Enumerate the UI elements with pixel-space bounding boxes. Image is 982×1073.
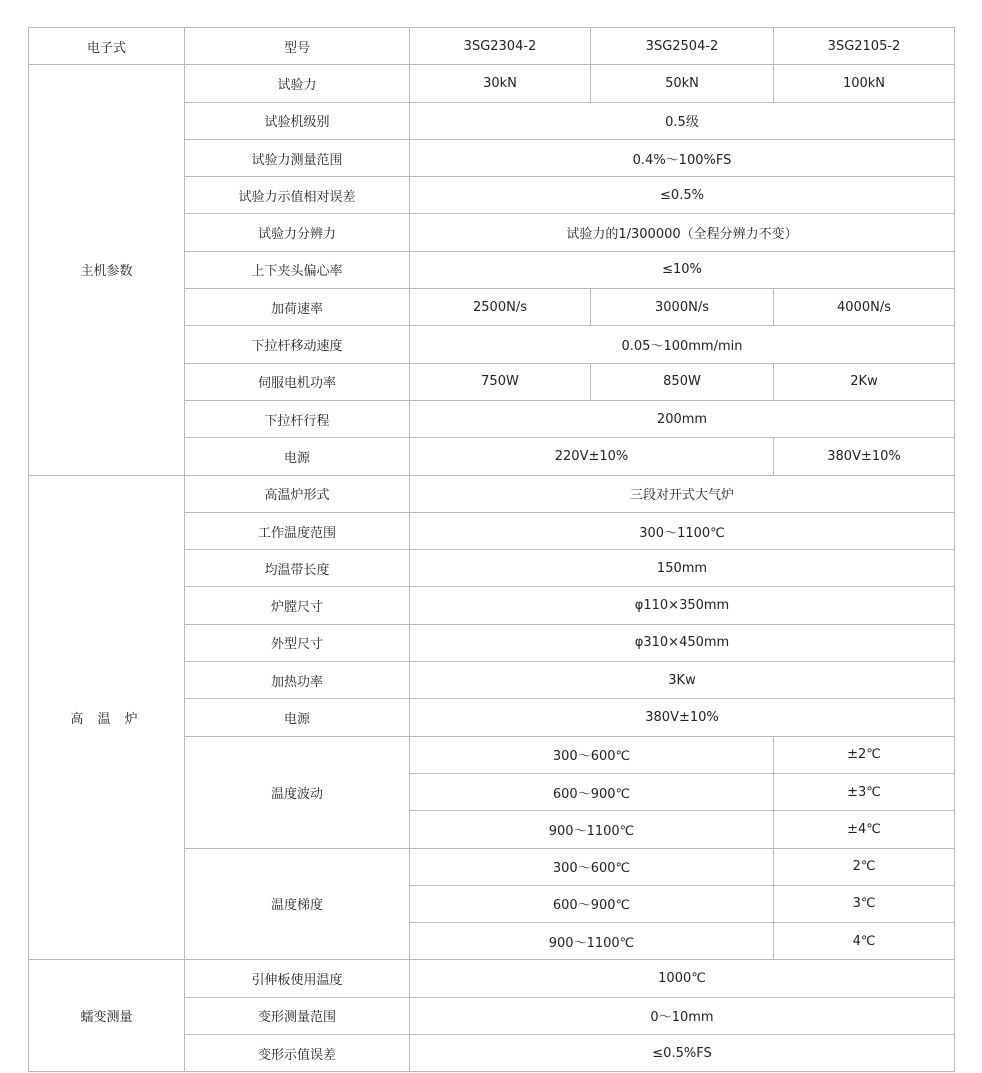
value-cell: 0～10mm [410,997,955,1034]
value-cell: 三段对开式大气炉 [410,475,955,512]
value-cell: 850W [591,363,774,400]
range-cell: 600～900℃ [410,885,774,922]
model-cell: 3SG2105-2 [774,28,955,65]
value-cell: 4℃ [774,923,955,960]
value-cell: 50kN [591,65,774,102]
section-title-furnace: 高 温 炉 [29,475,185,960]
spec-table [28,27,955,1072]
value-cell: 300～1100℃ [410,512,955,549]
model-cell: 3SG2304-2 [410,28,591,65]
model-cell: 3SG2504-2 [591,28,774,65]
range-cell: 900～1100℃ [410,923,774,960]
row-label: 引伸板使用温度 [185,960,410,997]
table-row [29,960,955,997]
row-label: 电源 [185,699,410,736]
value-cell: 2500N/s [410,289,591,326]
table-row [29,65,955,102]
value-cell: ±2℃ [774,736,955,773]
row-label-fluctuation: 温度波动 [185,736,410,848]
range-cell: 900～1100℃ [410,811,774,848]
value-cell: 220V±10% [410,438,774,475]
value-cell: 3℃ [774,885,955,922]
row-label: 上下夹头偏心率 [185,251,410,288]
row-label: 试验力测量范围 [185,139,410,176]
row-label: 试验力示值相对误差 [185,177,410,214]
row-label: 变形测量范围 [185,997,410,1034]
value-cell: 0.4%～100%FS [410,139,955,176]
row-label: 伺服电机功率 [185,363,410,400]
value-cell: ±3℃ [774,773,955,810]
value-cell: 100kN [774,65,955,102]
value-cell: 2℃ [774,848,955,885]
value-cell: φ310×450mm [410,624,955,661]
value-cell: 0.5级 [410,102,955,139]
row-label: 下拉杆行程 [185,400,410,437]
row-label: 外型尺寸 [185,624,410,661]
row-label-gradient: 温度梯度 [185,848,410,960]
row-label: 加热功率 [185,662,410,699]
value-cell: 0.05～100mm/min [410,326,955,363]
row-label: 加荷速率 [185,289,410,326]
row-label: 试验机级别 [185,102,410,139]
range-cell: 300～600℃ [410,848,774,885]
row-label: 下拉杆移动速度 [185,326,410,363]
value-cell: 380V±10% [410,699,955,736]
value-cell: 30kN [410,65,591,102]
category-cell: 电子式 [29,28,185,65]
value-cell: 380V±10% [774,438,955,475]
value-cell: 150mm [410,550,955,587]
value-cell: 4000N/s [774,289,955,326]
row-label: 试验力 [185,65,410,102]
row-label: 变形示值误差 [185,1035,410,1072]
row-label: 高温炉形式 [185,475,410,512]
section-title-creep: 蠕变测量 [29,960,185,1072]
value-cell: 750W [410,363,591,400]
model-label-cell: 型号 [185,28,410,65]
value-cell: ±4℃ [774,811,955,848]
value-cell: 试验力的1/300000（全程分辨力不变） [410,214,955,251]
value-cell: ≤0.5% [410,177,955,214]
row-label: 电源 [185,438,410,475]
value-cell: φ110×350mm [410,587,955,624]
header-row [29,28,955,65]
range-cell: 300～600℃ [410,736,774,773]
value-cell: 3000N/s [591,289,774,326]
value-cell: 3Kw [410,662,955,699]
row-label: 工作温度范围 [185,512,410,549]
value-cell: ≤0.5%FS [410,1035,955,1072]
table-row [29,475,955,512]
value-cell: ≤10% [410,251,955,288]
row-label: 炉膛尺寸 [185,587,410,624]
row-label: 试验力分辨力 [185,214,410,251]
row-label: 均温带长度 [185,550,410,587]
value-cell: 2Kw [774,363,955,400]
value-cell: 1000℃ [410,960,955,997]
section-title-main: 主机参数 [29,65,185,475]
range-cell: 600～900℃ [410,773,774,810]
value-cell: 200mm [410,400,955,437]
